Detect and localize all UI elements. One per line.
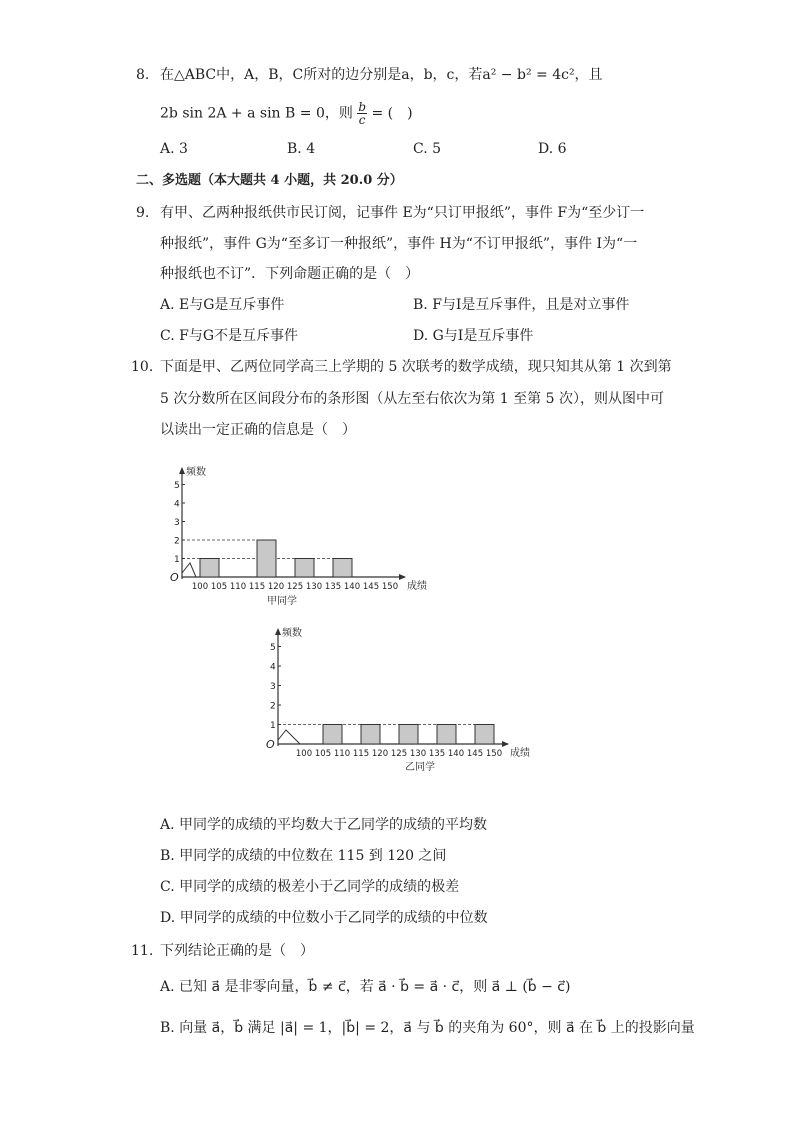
q11-option-b: B. 向量 a⃗，b⃗ 满足 |a⃗| = 1，|b⃗| = 2，a⃗ 与 b⃗ 的夹角为 60°，则 a⃗ 在 b⃗ 上的投影向量 [160, 1020, 695, 1036]
x-tick-label: 145 [362, 582, 380, 592]
q8-stem-line1: 在△ABC中，A，B，C所对的边分别是a，b，c，若a² − b² = 4c²，且 [160, 67, 603, 83]
origin-label: O [170, 571, 179, 584]
y-tick-label: 5 [270, 643, 276, 653]
bar-115-120 [257, 540, 276, 577]
bar-100-105 [200, 559, 219, 578]
q10-option-c: C. 甲同学的成绩的极差小于乙同学的成绩的极差 [160, 879, 460, 895]
y-axis-arrow [179, 467, 185, 474]
q8-fraction-numerator: b [358, 100, 366, 114]
q8-option-c: C. 5 [413, 141, 442, 157]
x-tick-label: 140 [343, 582, 361, 592]
y-tick-label: 4 [174, 499, 180, 510]
y-tick-label: 4 [270, 662, 276, 673]
y-tick-label: 3 [174, 518, 180, 528]
x-axis-arrow [502, 741, 509, 747]
x-axis-label: 成绩 [510, 748, 530, 759]
x-tick-label: 105 [210, 582, 228, 592]
x-tick-label: 110 [333, 749, 351, 759]
bar-135-140 [333, 559, 352, 578]
x-tick-label: 140 [447, 749, 465, 759]
x-tick-label: 100 [191, 582, 209, 592]
y-axis-label: 频数 [282, 628, 302, 639]
question-number-11: 11. [131, 943, 154, 959]
question-number-9: 9. [136, 205, 150, 221]
x-tick-label: 130 [305, 582, 323, 592]
y-tick-label: 2 [174, 536, 180, 547]
section-heading: 二、多选题（本大题共 4 小题，共 20.0 分） [136, 173, 403, 188]
x-tick-label: 120 [371, 749, 389, 759]
bar-125-130 [295, 559, 314, 578]
y-tick-label: 1 [270, 721, 276, 731]
q8-stem-line2-b: = ( ) [371, 105, 413, 122]
x-axis-arrow [399, 574, 406, 580]
bar-125-130 [399, 725, 418, 745]
axis-break [278, 730, 300, 744]
q10-stem-line2: 5 次分数所在区间段分布的条形图（从左至右依次为第 1 至第 5 次），则从图中可 [160, 391, 664, 407]
q9-stem-line1: 有甲、乙两种报纸供市民订阅，记事件 E为“只订甲报纸”，事件 F为“至少订一 [160, 205, 645, 221]
x-tick-label: 135 [324, 582, 342, 592]
chart-title: 甲同学 [267, 596, 297, 607]
x-tick-label: 130 [409, 749, 427, 759]
bar-105-110 [323, 725, 342, 745]
q8-option-d: D. 6 [538, 141, 567, 157]
y-axis-label: 频数 [186, 467, 206, 478]
q8-fraction [357, 101, 367, 126]
origin-label: O [266, 738, 275, 751]
q11-option-a: A. 已知 a⃗ 是非零向量，b⃗ ≠ c⃗，若 a⃗ · b⃗ = a⃗ · c⃗，则 a⃗ ⊥ (b⃗ − c⃗) [160, 979, 571, 995]
q9-option-d: D. G与I是互斥事件 [413, 328, 534, 344]
x-tick-label: 145 [466, 749, 484, 759]
y-tick-label: 5 [174, 481, 180, 491]
x-tick-label: 100 [295, 749, 313, 759]
bar-115-120 [361, 725, 380, 745]
q8-stem-line2 [160, 101, 413, 126]
x-tick-label: 120 [267, 582, 285, 592]
y-axis-arrow [275, 628, 281, 635]
q9-option-a: A. E与G是互斥事件 [160, 297, 285, 313]
axis-break [182, 563, 196, 577]
chart-jia [160, 455, 430, 615]
x-tick-label: 150 [381, 582, 399, 592]
bar-135-140 [437, 725, 456, 745]
x-tick-label: 110 [229, 582, 247, 592]
q8-fraction-denominator: c [358, 113, 366, 127]
question-number-10: 10. [131, 359, 154, 375]
x-tick-label: 135 [428, 749, 446, 759]
chart-yi [260, 618, 540, 778]
q8-option-a: A. 3 [160, 141, 188, 157]
q10-stem-line3: 以读出一定正确的信息是（ ） [160, 422, 356, 438]
q8-stem-line2-a: 2b sin 2A + a sin B = 0，则 [160, 105, 353, 122]
x-tick-label: 125 [286, 582, 304, 592]
q10-option-a: A. 甲同学的成绩的平均数大于乙同学的成绩的平均数 [160, 817, 488, 833]
x-axis-label: 成绩 [407, 581, 427, 592]
x-tick-label: 115 [352, 749, 370, 759]
question-number-8: 8. [136, 67, 150, 83]
y-tick-label: 1 [174, 555, 180, 565]
x-tick-label: 125 [390, 749, 408, 759]
x-tick-label: 115 [248, 582, 266, 592]
x-tick-label: 105 [314, 749, 332, 759]
q11-stem: 下列结论正确的是（ ） [160, 943, 314, 959]
y-tick-label: 2 [270, 701, 276, 712]
x-tick-label: 150 [485, 749, 503, 759]
q9-stem-line3: 种报纸也不订”．下列命题正确的是（ ） [160, 266, 420, 282]
chart-title: 乙同学 [405, 762, 435, 773]
q10-option-d: D. 甲同学的成绩的中位数小于乙同学的成绩的中位数 [160, 910, 488, 926]
q8-option-b: B. 4 [287, 141, 316, 157]
y-tick-label: 3 [270, 682, 276, 692]
q9-option-c: C. F与G不是互斥事件 [160, 328, 299, 344]
q10-option-b: B. 甲同学的成绩的中位数在 115 到 120 之间 [160, 848, 447, 864]
bar-145-150 [475, 725, 494, 745]
q9-option-b: B. F与I是互斥事件，且是对立事件 [413, 297, 630, 313]
q9-stem-line2: 种报纸”，事件 G为“至多订一种报纸”，事件 H为“不订甲报纸”，事件 I为“一 [160, 236, 638, 252]
q10-stem-line1: 下面是甲、乙两位同学高三上学期的 5 次联考的数学成绩，现只知其从第 1 次到第 [160, 359, 672, 375]
